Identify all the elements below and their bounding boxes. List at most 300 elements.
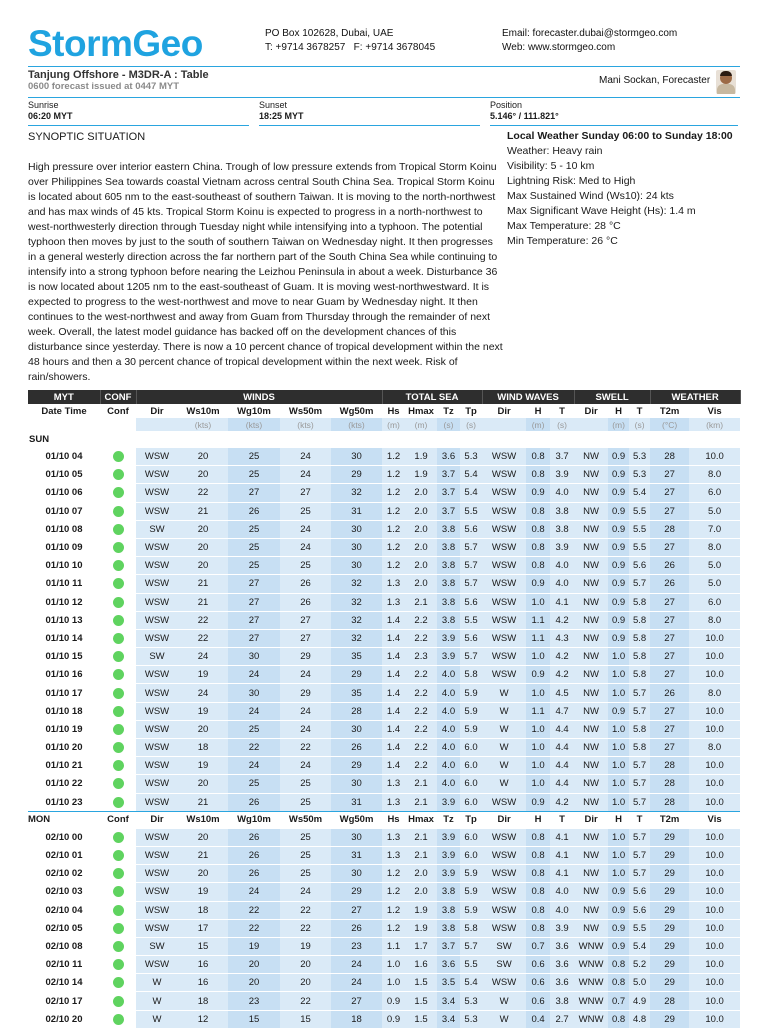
- confidence-indicator: [100, 956, 136, 974]
- table-cell: 20: [178, 775, 228, 793]
- table-cell: 3.6: [550, 937, 574, 955]
- phone-line: T: +9714 3678257 F: +9714 3678045: [265, 42, 436, 53]
- address-block: [265, 27, 435, 55]
- repeated-column-header: H: [608, 811, 629, 828]
- table-cell: 32: [331, 611, 382, 629]
- local-weather-line: Lightning Risk: Med to High: [507, 175, 636, 187]
- table-cell: NW: [574, 502, 608, 520]
- table-cell: WSW: [482, 666, 526, 684]
- table-cell: 2.0: [405, 484, 437, 502]
- table-cell: 27: [228, 629, 280, 647]
- table-cell: NW: [574, 575, 608, 593]
- table-cell: 22: [280, 992, 331, 1010]
- date-time-cell: 02/10 04: [28, 901, 100, 919]
- table-cell: 6.0: [460, 846, 482, 864]
- table-cell: 6.0: [689, 593, 740, 611]
- table-cell: 2.2: [405, 757, 437, 775]
- unit-cell: (kts): [228, 418, 280, 431]
- table-cell: 20: [178, 720, 228, 738]
- table-cell: 20: [178, 828, 228, 846]
- table-cell: 5.5: [629, 919, 650, 937]
- table-cell: WSW: [136, 684, 178, 702]
- confidence-indicator: [100, 593, 136, 611]
- table-cell: 22: [280, 901, 331, 919]
- table-cell: 1.9: [405, 901, 437, 919]
- table-cell: 1.0: [608, 846, 629, 864]
- table-cell: 0.9: [526, 666, 550, 684]
- table-cell: 24: [280, 883, 331, 901]
- table-cell: 1.5: [405, 1010, 437, 1028]
- confidence-indicator: [100, 739, 136, 757]
- unit-cell: [136, 418, 178, 431]
- table-cell: NW: [574, 538, 608, 556]
- column-header: Hmax: [408, 405, 434, 417]
- table-cell: WSW: [136, 448, 178, 466]
- column-header: Dir: [497, 405, 511, 417]
- table-cell: 1.2: [382, 919, 405, 937]
- confidence-dot-icon: [113, 451, 124, 462]
- table-cell: 1.4: [382, 684, 405, 702]
- table-cell: 8.0: [689, 466, 740, 484]
- table-cell: 0.9: [526, 575, 550, 593]
- table-cell: 0.6: [526, 956, 550, 974]
- confidence-indicator: [100, 611, 136, 629]
- column-header: Tp: [465, 405, 477, 417]
- table-cell: 23: [228, 992, 280, 1010]
- table-cell: 5.3: [460, 448, 482, 466]
- column-header: Conf: [107, 405, 129, 417]
- unit-cell: [574, 418, 608, 431]
- confidence-dot-icon: [113, 742, 124, 753]
- table-cell: W: [482, 1010, 526, 1028]
- table-cell: 1.0: [608, 684, 629, 702]
- table-cell: 3.8: [550, 502, 574, 520]
- table-cell: WSW: [136, 883, 178, 901]
- table-cell: 26: [650, 557, 689, 575]
- table-cell: 2.0: [405, 502, 437, 520]
- table-cell: WSW: [482, 793, 526, 811]
- repeated-column-header: Ws50m: [280, 811, 331, 828]
- table-cell: 7.0: [689, 520, 740, 538]
- confidence-indicator: [100, 684, 136, 702]
- table-cell: 5.0: [689, 502, 740, 520]
- forecast-issued: 0600 forecast issued at 0447 MYT: [28, 81, 180, 92]
- table-cell: 0.9: [608, 593, 629, 611]
- table-cell: 0.9: [526, 793, 550, 811]
- table-cell: 0.8: [526, 520, 550, 538]
- table-cell: 30: [331, 520, 382, 538]
- table-cell: 17: [178, 919, 228, 937]
- table-cell: NW: [574, 846, 608, 864]
- table-cell: NW: [574, 828, 608, 846]
- table-cell: 24: [331, 956, 382, 974]
- confidence-indicator: [100, 793, 136, 811]
- table-cell: 5.3: [629, 448, 650, 466]
- table-cell: 29: [650, 828, 689, 846]
- table-cell: 29: [280, 648, 331, 666]
- confidence-indicator: [100, 448, 136, 466]
- table-cell: 3.8: [437, 901, 460, 919]
- table-cell: 3.4: [437, 1010, 460, 1028]
- table-cell: 5.9: [460, 684, 482, 702]
- unit-cell: (kts): [178, 418, 228, 431]
- table-cell: 5.7: [629, 757, 650, 775]
- table-cell: 1.3: [382, 793, 405, 811]
- table-cell: 19: [178, 702, 228, 720]
- table-cell: 1.2: [382, 448, 405, 466]
- table-cell: 27: [650, 702, 689, 720]
- table-cell: WSW: [482, 629, 526, 647]
- table-cell: 29: [650, 956, 689, 974]
- table-cell: 16: [178, 956, 228, 974]
- table-row: [28, 720, 740, 738]
- table-cell: SW: [136, 937, 178, 955]
- table-cell: 5.7: [460, 557, 482, 575]
- confidence-indicator: [100, 520, 136, 538]
- table-cell: WSW: [482, 611, 526, 629]
- forecaster-name: Mani Sockan, Forecaster: [599, 75, 711, 86]
- table-cell: 5.7: [629, 575, 650, 593]
- date-time-cell: 02/10 03: [28, 883, 100, 901]
- local-weather-line: Weather: Heavy rain: [507, 145, 603, 157]
- table-cell: 3.9: [550, 466, 574, 484]
- table-cell: 1.4: [382, 702, 405, 720]
- table-cell: WSW: [136, 557, 178, 575]
- table-cell: 0.8: [526, 901, 550, 919]
- confidence-indicator: [100, 502, 136, 520]
- table-row: [28, 593, 740, 611]
- table-cell: 20: [178, 538, 228, 556]
- confidence-dot-icon: [113, 469, 124, 480]
- table-cell: 1.4: [382, 611, 405, 629]
- table-cell: 0.9: [382, 1010, 405, 1028]
- table-cell: 1.2: [382, 466, 405, 484]
- date-time-cell: 02/10 00: [28, 828, 100, 846]
- table-cell: 26: [650, 684, 689, 702]
- repeated-column-header: Conf: [100, 811, 136, 828]
- table-cell: 4.4: [550, 739, 574, 757]
- table-cell: 19: [228, 937, 280, 955]
- table-cell: 2.2: [405, 611, 437, 629]
- table-cell: 22: [280, 919, 331, 937]
- table-cell: 4.1: [550, 828, 574, 846]
- confidence-dot-icon: [113, 797, 124, 808]
- table-cell: 1.4: [382, 757, 405, 775]
- table-cell: 15: [228, 1010, 280, 1028]
- table-cell: 4.0: [550, 901, 574, 919]
- table-cell: W: [482, 702, 526, 720]
- date-time-cell: 02/10 01: [28, 846, 100, 864]
- confidence-indicator: [100, 775, 136, 793]
- table-cell: NW: [574, 520, 608, 538]
- table-cell: 1.9: [405, 919, 437, 937]
- table-cell: 5.7: [629, 684, 650, 702]
- table-cell: 5.0: [689, 575, 740, 593]
- table-cell: 1.3: [382, 846, 405, 864]
- table-cell: W: [136, 974, 178, 992]
- table-cell: WSW: [482, 484, 526, 502]
- table-row: [28, 901, 740, 919]
- table-cell: 5.7: [629, 846, 650, 864]
- table-row: [28, 937, 740, 955]
- table-cell: 5.7: [629, 828, 650, 846]
- table-cell: 8.0: [689, 611, 740, 629]
- local-weather-line: Visibility: 5 - 10 km: [507, 160, 595, 172]
- table-cell: 5.4: [460, 484, 482, 502]
- table-cell: SW: [482, 937, 526, 955]
- table-cell: 24: [280, 666, 331, 684]
- table-cell: 5.9: [460, 720, 482, 738]
- table-cell: NW: [574, 666, 608, 684]
- table-cell: 25: [228, 538, 280, 556]
- table-cell: 0.7: [608, 992, 629, 1010]
- table-cell: 3.9: [550, 919, 574, 937]
- group-header: MYT: [28, 390, 100, 404]
- date-time-cell: 01/10 08: [28, 520, 100, 538]
- table-cell: 26: [228, 502, 280, 520]
- table-cell: 0.4: [526, 1010, 550, 1028]
- position-value: 5.146° / 111.821°: [490, 111, 559, 121]
- table-cell: 32: [331, 629, 382, 647]
- table-cell: 20: [178, 466, 228, 484]
- table-cell: 0.9: [608, 538, 629, 556]
- confidence-dot-icon: [113, 688, 124, 699]
- table-cell: 25: [228, 775, 280, 793]
- confidence-dot-icon: [113, 996, 124, 1007]
- table-cell: W: [482, 684, 526, 702]
- column-header: Tz: [443, 405, 454, 417]
- table-cell: 1.2: [382, 520, 405, 538]
- table-cell: 3.8: [550, 520, 574, 538]
- table-cell: 1.2: [382, 502, 405, 520]
- table-cell: 24: [228, 883, 280, 901]
- table-cell: 1.0: [608, 757, 629, 775]
- table-cell: 5.3: [460, 1010, 482, 1028]
- table-cell: 4.0: [550, 557, 574, 575]
- table-cell: 30: [331, 448, 382, 466]
- table-cell: 3.8: [437, 611, 460, 629]
- unit-cell: (m): [405, 418, 437, 431]
- date-time-cell: 01/10 06: [28, 484, 100, 502]
- table-cell: 16: [178, 974, 228, 992]
- confidence-dot-icon: [113, 578, 124, 589]
- table-cell: 5.4: [629, 484, 650, 502]
- table-cell: 0.9: [526, 484, 550, 502]
- table-cell: 2.3: [405, 648, 437, 666]
- table-cell: SW: [482, 956, 526, 974]
- table-cell: 5.0: [629, 974, 650, 992]
- table-cell: 26: [228, 846, 280, 864]
- table-cell: 0.8: [608, 956, 629, 974]
- group-header: WEATHER: [650, 390, 740, 404]
- table-cell: WSW: [482, 538, 526, 556]
- table-cell: 2.1: [405, 775, 437, 793]
- date-time-cell: 01/10 21: [28, 757, 100, 775]
- table-cell: NW: [574, 739, 608, 757]
- table-cell: W: [482, 775, 526, 793]
- unit-cell: (s): [460, 418, 482, 431]
- table-cell: WSW: [136, 919, 178, 937]
- table-cell: 5.6: [629, 557, 650, 575]
- table-cell: 22: [178, 629, 228, 647]
- date-time-cell: 01/10 22: [28, 775, 100, 793]
- table-cell: 3.9: [437, 865, 460, 883]
- confidence-indicator: [100, 557, 136, 575]
- table-cell: 4.0: [437, 757, 460, 775]
- table-cell: 1.7: [405, 937, 437, 955]
- table-cell: 22: [228, 919, 280, 937]
- table-cell: SW: [136, 520, 178, 538]
- position-label: Position: [490, 100, 523, 110]
- table-cell: 1.5: [405, 992, 437, 1010]
- table-cell: 32: [331, 593, 382, 611]
- table-row: [28, 919, 740, 937]
- repeated-column-header: Tz: [437, 811, 460, 828]
- table-row: [28, 757, 740, 775]
- table-cell: NW: [574, 702, 608, 720]
- table-cell: WSW: [482, 448, 526, 466]
- table-cell: 27: [650, 629, 689, 647]
- confidence-dot-icon: [113, 487, 124, 498]
- table-cell: 3.7: [437, 466, 460, 484]
- table-cell: NW: [574, 793, 608, 811]
- table-cell: W: [482, 739, 526, 757]
- table-cell: 22: [280, 739, 331, 757]
- table-cell: 29: [331, 883, 382, 901]
- table-cell: NW: [574, 448, 608, 466]
- table-cell: 27: [228, 593, 280, 611]
- table-cell: 30: [228, 684, 280, 702]
- table-cell: 10.0: [689, 793, 740, 811]
- meta-rule-2: [259, 125, 480, 126]
- table-cell: WSW: [482, 865, 526, 883]
- table-cell: 25: [228, 557, 280, 575]
- table-cell: 3.8: [437, 919, 460, 937]
- table-cell: 0.9: [608, 702, 629, 720]
- table-cell: 23: [331, 937, 382, 955]
- repeated-column-header: Dir: [136, 811, 178, 828]
- table-cell: W: [482, 720, 526, 738]
- date-time-cell: 01/10 09: [28, 538, 100, 556]
- title-rule: [28, 97, 740, 98]
- table-cell: WSW: [136, 757, 178, 775]
- table-cell: 0.9: [608, 611, 629, 629]
- day-label: SUN: [29, 433, 50, 445]
- table-cell: 35: [331, 648, 382, 666]
- table-cell: 1.0: [608, 648, 629, 666]
- column-header: Date Time: [41, 405, 87, 417]
- table-cell: 5.3: [629, 466, 650, 484]
- table-cell: 10.0: [689, 992, 740, 1010]
- table-cell: 0.9: [608, 502, 629, 520]
- confidence-indicator: [100, 757, 136, 775]
- table-cell: 27: [650, 666, 689, 684]
- table-cell: 4.9: [629, 992, 650, 1010]
- table-cell: 6.0: [460, 775, 482, 793]
- table-cell: 8.0: [689, 739, 740, 757]
- table-cell: 27: [280, 611, 331, 629]
- date-time-cell: 02/10 08: [28, 937, 100, 955]
- table-cell: 27: [331, 901, 382, 919]
- table-cell: 25: [228, 520, 280, 538]
- confidence-dot-icon: [113, 886, 124, 897]
- confidence-dot-icon: [113, 506, 124, 517]
- column-header: T2m: [659, 405, 680, 417]
- repeated-column-header: Hs: [382, 811, 405, 828]
- date-time-cell: 01/10 07: [28, 502, 100, 520]
- table-cell: NW: [574, 484, 608, 502]
- contact-block: [502, 27, 677, 55]
- date-time-cell: 02/10 17: [28, 992, 100, 1010]
- table-cell: 5.8: [629, 629, 650, 647]
- table-cell: 3.7: [437, 484, 460, 502]
- confidence-dot-icon: [113, 905, 124, 916]
- date-time-cell: 01/10 14: [28, 629, 100, 647]
- table-cell: 20: [178, 448, 228, 466]
- sunrise-block: [28, 100, 73, 122]
- group-header: CONF: [100, 390, 136, 404]
- sunrise-label: Sunrise: [28, 100, 59, 110]
- confidence-indicator: [100, 865, 136, 883]
- table-cell: WSW: [136, 502, 178, 520]
- table-cell: WSW: [482, 846, 526, 864]
- table-cell: 0.8: [526, 448, 550, 466]
- confidence-indicator: [100, 1010, 136, 1028]
- table-cell: 35: [331, 684, 382, 702]
- table-cell: 4.1: [550, 846, 574, 864]
- table-cell: 25: [280, 557, 331, 575]
- table-cell: 25: [280, 846, 331, 864]
- table-cell: WSW: [482, 593, 526, 611]
- table-cell: 26: [331, 739, 382, 757]
- table-cell: 5.8: [629, 666, 650, 684]
- table-row: [28, 448, 740, 466]
- repeated-column-header: Ws10m: [178, 811, 228, 828]
- confidence-dot-icon: [113, 760, 124, 771]
- table-cell: 22: [178, 484, 228, 502]
- table-cell: 20: [178, 557, 228, 575]
- table-cell: 1.4: [382, 629, 405, 647]
- table-cell: 21: [178, 793, 228, 811]
- table-cell: WSW: [482, 502, 526, 520]
- confidence-dot-icon: [113, 597, 124, 608]
- table-row: [28, 648, 740, 666]
- table-cell: 1.3: [382, 593, 405, 611]
- column-header: Hs: [387, 405, 400, 417]
- table-cell: 0.9: [608, 520, 629, 538]
- table-cell: 0.8: [608, 1010, 629, 1028]
- forecast-table: [28, 390, 741, 1028]
- table-row: [28, 466, 740, 484]
- table-cell: 3.9: [437, 793, 460, 811]
- table-cell: 4.7: [550, 702, 574, 720]
- confidence-dot-icon: [113, 524, 124, 535]
- table-cell: 0.8: [526, 538, 550, 556]
- unit-cell: [482, 418, 526, 431]
- table-cell: 5.4: [460, 466, 482, 484]
- table-cell: 3.4: [437, 992, 460, 1010]
- table-cell: 1.3: [382, 575, 405, 593]
- table-cell: 24: [280, 448, 331, 466]
- table-cell: NW: [574, 611, 608, 629]
- table-cell: 1.0: [608, 720, 629, 738]
- day-label: MON: [28, 811, 100, 828]
- table-cell: NW: [574, 775, 608, 793]
- table-cell: 0.8: [526, 865, 550, 883]
- table-cell: 4.0: [550, 484, 574, 502]
- table-cell: 5.5: [460, 502, 482, 520]
- table-cell: WSW: [482, 974, 526, 992]
